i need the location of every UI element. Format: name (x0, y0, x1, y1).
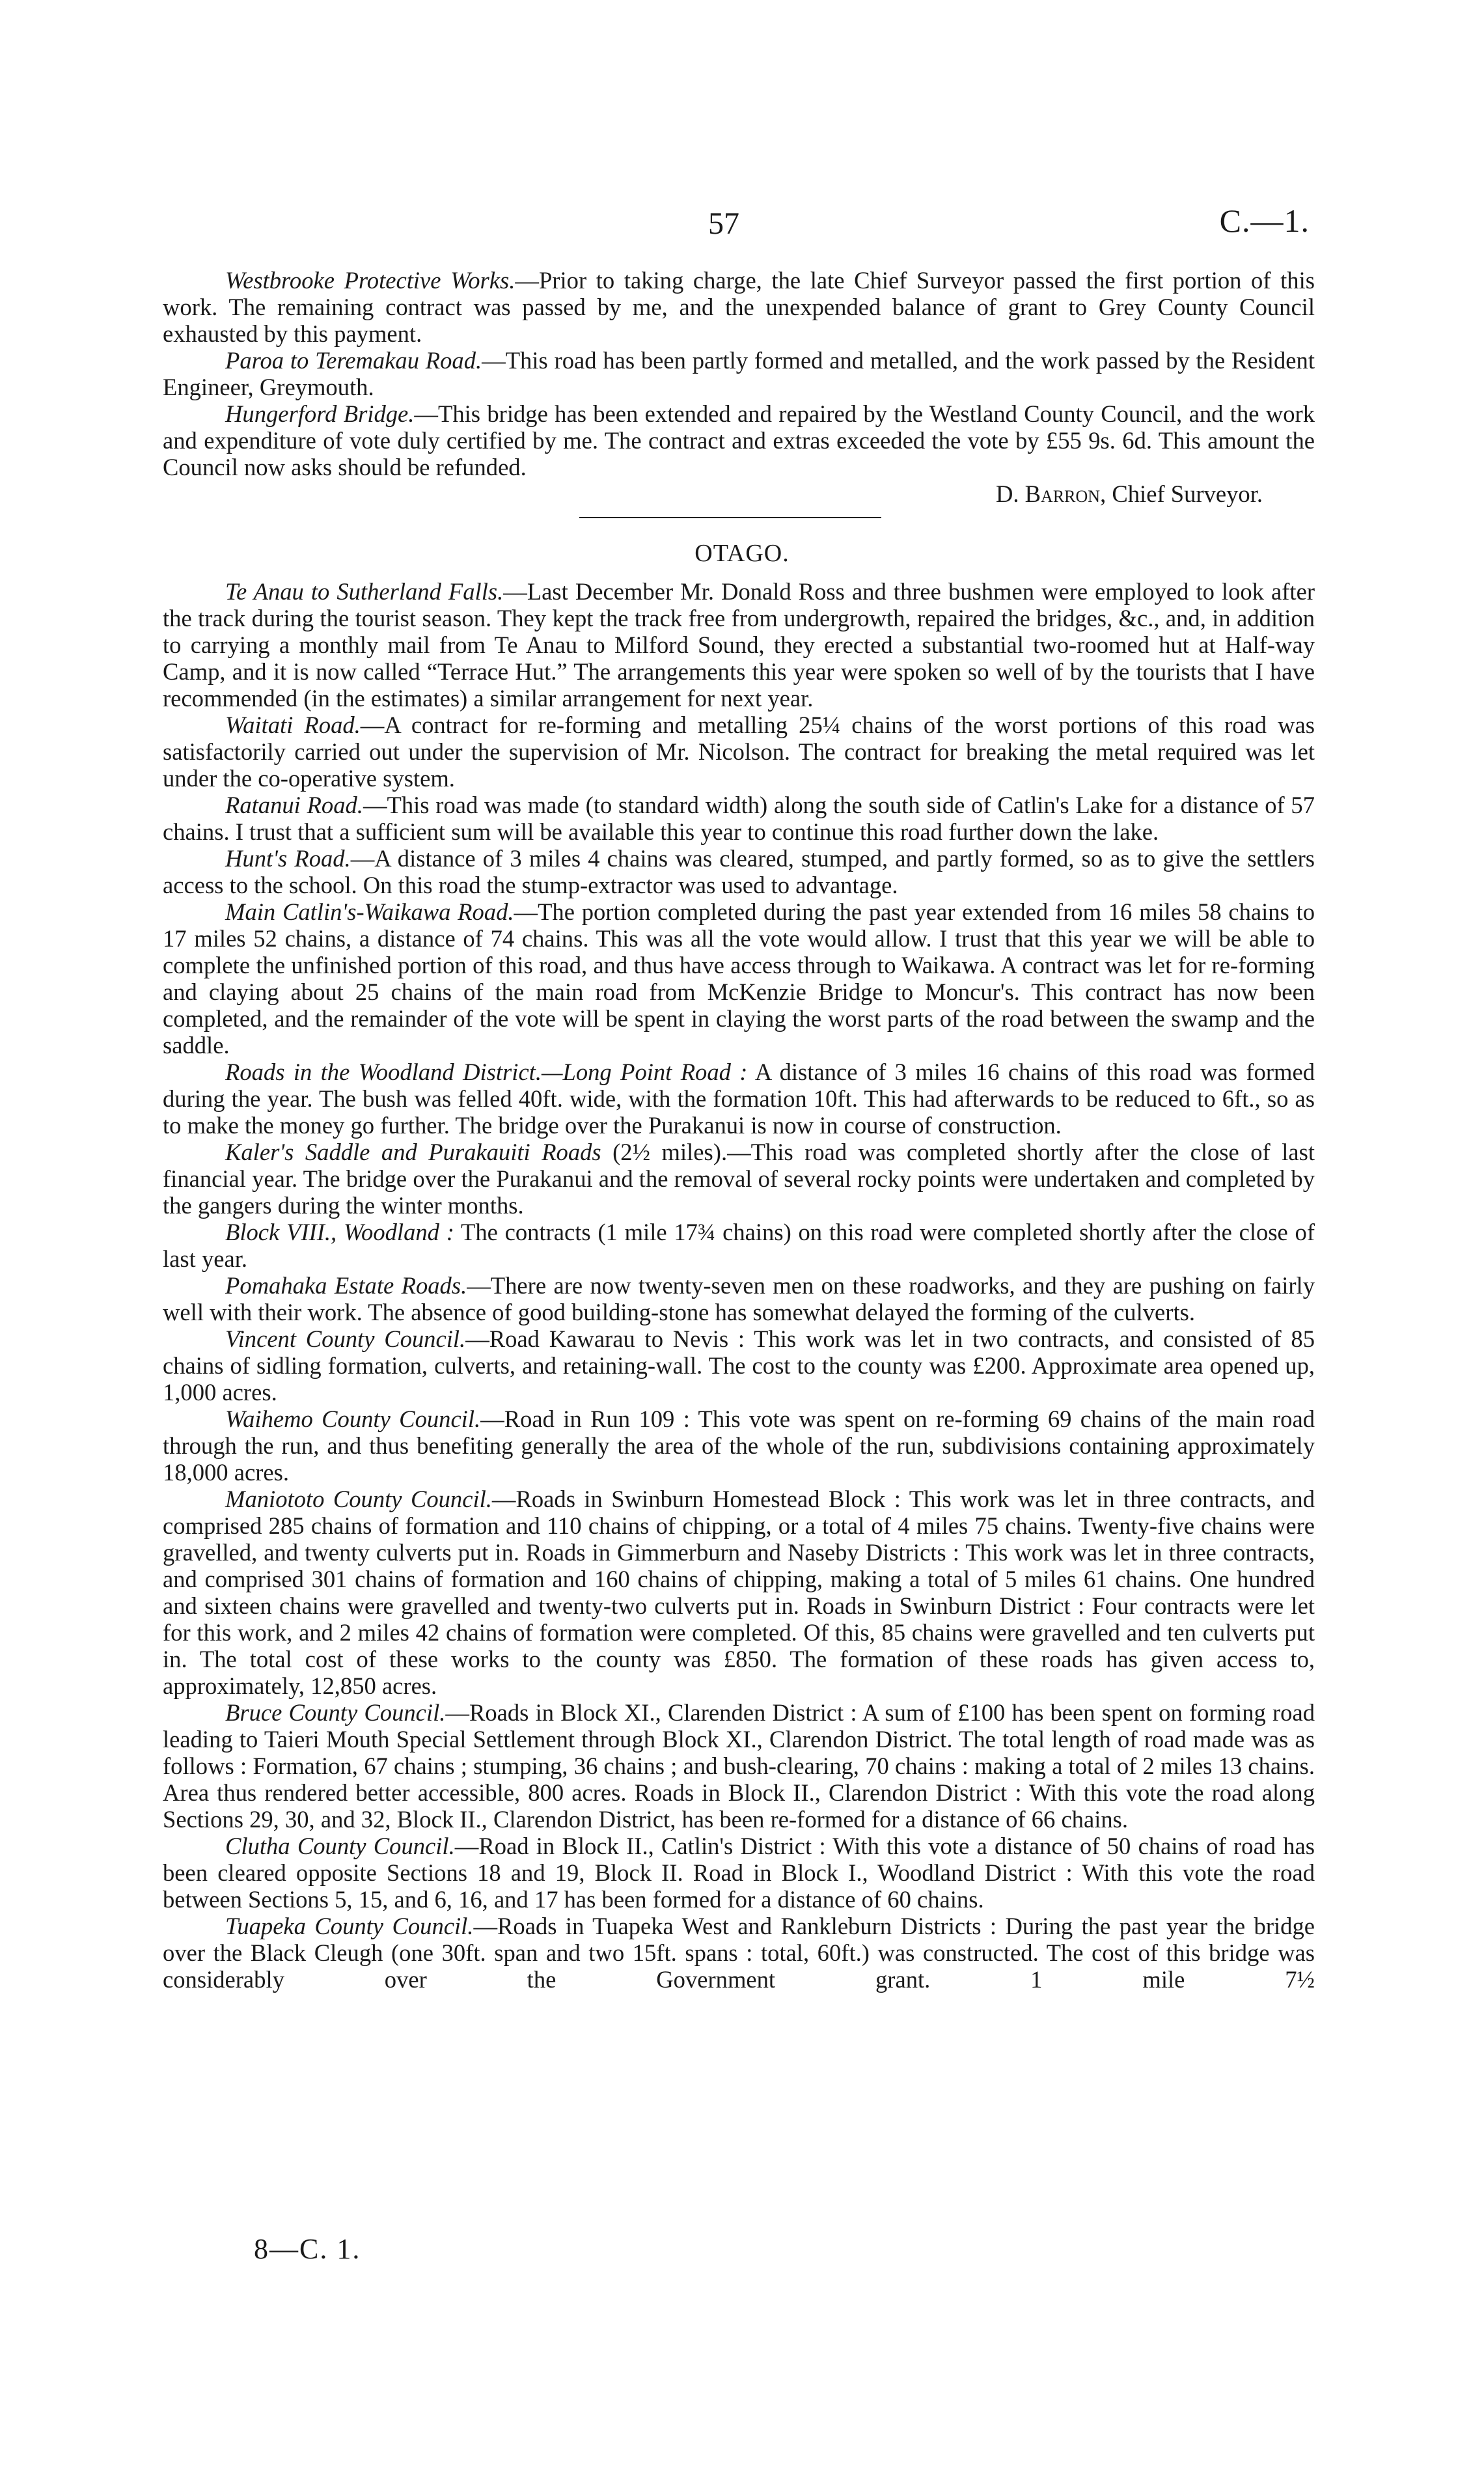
signature (163, 480, 1315, 507)
paragraph (163, 400, 1315, 480)
paragraph-heading: Main Catlin's-Waikawa Road. (225, 898, 514, 925)
paragraph-heading: Pomahaka Estate Roads. (225, 1272, 467, 1299)
paragraph (163, 1913, 1315, 1993)
paragraph-text: —Roads in Swinburn Homestead Block : This work was let in three contracts, and comprised 285 chains of formation and 110 chains of chipping, or a total of 4 miles 75 chains. Twenty-five chains were gravelled, and twenty culverts put in. Roads in Gimmerburn and Naseby Districts : This work was let in three contracts, and comprised 301 chains of formation and 160 chains of chipping, making a total of 5 miles 61 chains. One hundred and sixteen chains were gravelled and twenty-two culverts put in. Roads in Swinburn District : Four contracts were let for this work, and 2 miles 42 chains of formation were completed. Of this, 85 chains were gravelled and ten culverts put in. The total cost of these works to the county was £850. The formation of these roads has given access to, approximately, 12,850 acres. (163, 1486, 1315, 1699)
paragraph-text: —This road was made (to standard width) along the south side of Catlin's Lake for a distance of 57 chains. I trust that a sufficient sum will be available this year to continue this road further down the lake. (163, 792, 1315, 845)
paragraph (163, 792, 1315, 845)
paragraph-text: —Roads in Tuapeka West and Rankleburn Districts : During the past year the bridge over the Black Cleugh (one 30ft. span and two 15ft. spans : total, 60ft.) was constructed. The cost of this bridge was considerably over the Government grant. 1 mile 7½ (163, 1913, 1315, 1993)
paragraph-text: —A distance of 3 miles 4 chains was cleared, stumped, and partly formed, so as to give the settlers access to the school. On this road the stump-extractor was used to advantage. (163, 845, 1315, 898)
paragraph-text: —This road has been partly formed and metalled, and the work passed by the Resident Engineer, Greymouth. (163, 347, 1315, 400)
paragraph (163, 845, 1315, 898)
paragraph-heading: Westbrooke Protective Works. (225, 267, 515, 294)
paragraph (163, 1059, 1315, 1139)
paragraph-heading: Block VIII., Woodland : (225, 1219, 454, 1245)
paragraph-text: (2½ miles).—This road was completed shortly after the close of last financial year. The bridge over the Purakanui and the removal of several rocky points were undertaken and completed by the gangers during the winter months. (163, 1139, 1315, 1219)
paragraph (163, 347, 1315, 400)
paragraph-text: —Road in Block II., Catlin's District : With this vote a distance of 50 chains of road has been cleared opposite Sections 18 and 19, Block II. Road in Block I., Woodland District : With this vote the road between Sections 5, 15, and 6, 16, and 17 has been formed for a distance of 60 chains. (163, 1833, 1315, 1913)
paragraph (163, 1325, 1315, 1406)
paragraph (163, 1699, 1315, 1833)
paragraph-text: —Prior to taking charge, the late Chief Surveyor passed the first portion of this work. The remaining contract was passed by me, and the unexpended balance of grant to Grey County Council exhausted by this payment. (163, 267, 1315, 347)
paragraph-heading: Ratanui Road. (225, 792, 363, 818)
signature-title: , Chief Surveyor. (1100, 480, 1263, 507)
paragraph-heading: Clutha County Council. (225, 1833, 455, 1859)
page-number: 57 (708, 206, 739, 241)
paragraph-heading: Bruce County Council. (225, 1699, 446, 1726)
paragraph (163, 1406, 1315, 1486)
paragraph-text: —Road in Run 109 : This vote was spent on re-forming 69 chains of the main road through the run, and thus benefiting generally the area of the whole of the run, subdivisions containing approximately 18,000 acres. (163, 1406, 1315, 1486)
signature-name: D. Barron (995, 480, 1101, 507)
section-title: OTAGO. (694, 540, 790, 567)
paragraph-text: —There are now twenty-seven men on these roadworks, and they are pushing on fairly well with their work. The absence of good building-stone has somewhat delayed the forming of the culverts. (163, 1272, 1315, 1325)
paragraph (163, 267, 1315, 347)
paragraph-text: The contracts (1 mile 17¾ chains) on this road were completed shortly after the close of last year. (163, 1219, 1315, 1272)
paragraph-heading: Waitati Road. (225, 712, 361, 738)
paragraph (163, 898, 1315, 1059)
paragraph (163, 1486, 1315, 1699)
paragraph-heading: Paroa to Teremakau Road. (225, 347, 482, 374)
paragraph-heading: Roads in the Woodland District.—Long Point Road : (225, 1059, 748, 1085)
paragraph-text: —This bridge has been extended and repaired by the Westland County Council, and the work and expenditure of vote duly certified by me. The contract and extras exceeded the vote by £55 9s. 6d. This amount the Council now asks should be refunded. (163, 400, 1315, 480)
document-reference: C.—1. (1219, 202, 1310, 239)
otago-report (163, 578, 1315, 1993)
paragraph (163, 1139, 1315, 1219)
paragraph (163, 1219, 1315, 1272)
westland-report (163, 267, 1315, 507)
paragraph (163, 712, 1315, 792)
paragraph-text: —Road Kawarau to Nevis : This work was let in two contracts, and consisted of 85 chains of sidling formation, culverts, and retaining-wall. The cost to the county was £200. Approximate area opened up, 1,000 acres. (163, 1325, 1315, 1406)
paragraph (163, 1272, 1315, 1325)
paragraph-heading: Vincent County Council. (225, 1325, 466, 1352)
paragraph-heading: Kaler's Saddle and Purakauiti Roads (225, 1139, 601, 1165)
paragraph-heading: Hunt's Road. (225, 845, 351, 872)
paragraph-heading: Te Anau to Sutherland Falls. (225, 578, 504, 605)
paragraph-heading: Tuapeka County Council. (225, 1913, 474, 1939)
paragraph-heading: Hungerford Bridge. (225, 400, 415, 427)
section-divider (579, 517, 881, 518)
paragraph (163, 578, 1315, 712)
paragraph-text: —Roads in Block XI., Clarenden District : A sum of £100 has been spent on forming road leading to Taieri Mouth Special Settlement through Block XI., Clarendon District. The total length of road made was as follows : Formation, 67 chains ; stumping, 36 chains ; and bush-clearing, 70 chains : making a total of 2 miles 13 chains. Area thus rendered better accessible, 800 acres. Roads in Block II., Clarendon District : With this vote the road along Sections 29, 30, and 32, Block II., Clarendon District, has been re-formed for a distance of 66 chains. (163, 1699, 1315, 1833)
signature-mark: 8—C. 1. (254, 2233, 361, 2265)
paragraph-text: —The portion completed during the past year extended from 16 miles 58 chains to 17 miles 52 chains, a distance of 74 chains. This was all the vote would allow. I trust that this year we will be able to complete the unfinished portion of this road, and thus have access through to Waikawa. A contract was let for re-forming and claying about 25 chains of the main road from McKenzie Bridge to Moncur's. This contract has now been completed, and the remainder of the vote will be spent in claying the worst parts of the road between the swamp and the saddle. (163, 898, 1315, 1059)
paragraph-text: A distance of 3 miles 16 chains of this road was formed during the year. The bush was felled 40ft. wide, with the formation 10ft. This had afterwards to be reduced to 6ft., so as to make the money go further. The bridge over the Purakanui is now in course of construction. (163, 1059, 1315, 1139)
paragraph-heading: Maniototo County Council. (225, 1486, 492, 1512)
paragraph-text: —A contract for re-forming and metalling 25¼ chains of the worst portions of this road was satisfactorily carried out under the supervision of Mr. Nicolson. The contract for breaking the metal required was let under the co-operative system. (163, 712, 1315, 792)
paragraph (163, 1833, 1315, 1913)
paragraph-text: —Last December Mr. Donald Ross and three bushmen were employed to look after the track during the tourist season. They kept the track free from undergrowth, repaired the bridges, &c., and, in addition to carrying a monthly mail from Te Anau to Milford Sound, they erected a substantial two-roomed hut at Half-way Camp, and it is now called “Terrace Hut.” The arrangements this year were spoken so well of by the tourists that I have recommended (in the estimates) a similar arrangement for next year. (163, 578, 1315, 712)
paragraph-heading: Waihemo County Council. (225, 1406, 481, 1432)
